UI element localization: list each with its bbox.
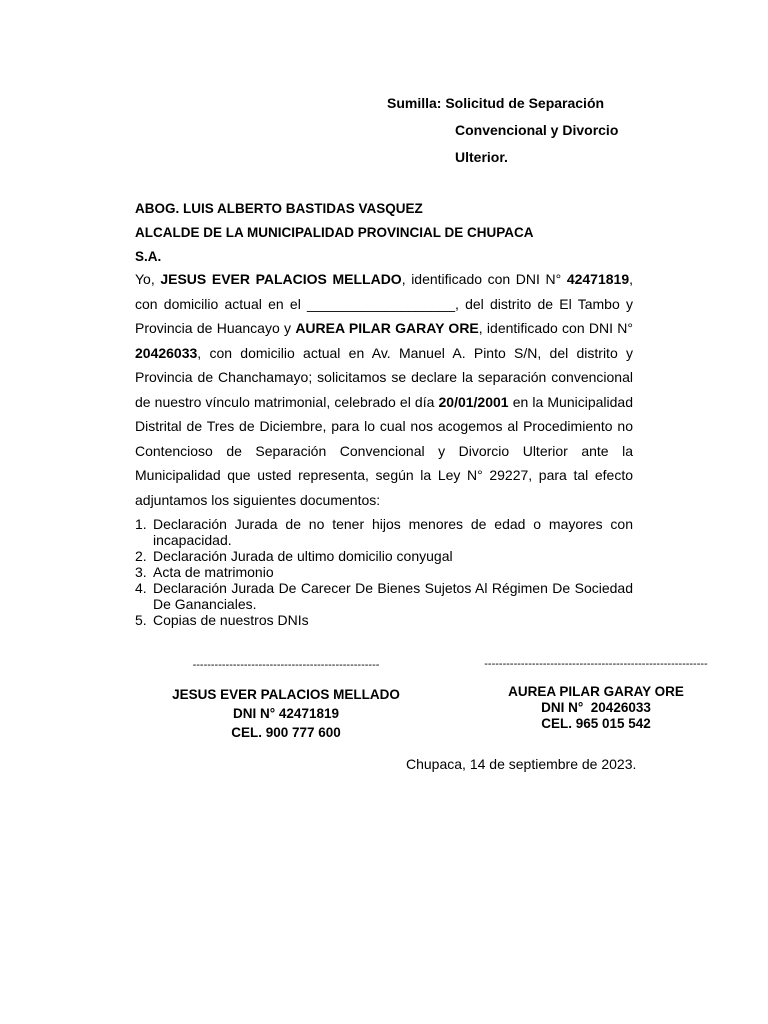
signatory-phone: CEL. 965 015 542 — [541, 716, 651, 731]
place-date: Chupaca, 14 de septiembre de 2023. — [406, 756, 637, 772]
list-item-number: 4. — [135, 580, 147, 596]
body-text-6: en la Municipalidad Distrital de Tres de Diciembre, para lo cual nos acogemos al Procedimiento no Contencioso de Separación Convencional y Divorcio Ulterior ante la Municipalidad que usted representa, según la Ley N° 29227, para tal efecto adjuntamos los siguientes documentos: — [135, 393, 633, 508]
applicant-1-name: JESUS EVER PALACIOS MELLADO — [160, 271, 402, 287]
body-text-4: , identificado con DNI N° — [478, 320, 633, 336]
signature-block-right — [465, 656, 727, 732]
documents-list — [135, 516, 633, 628]
list-item — [135, 564, 633, 580]
signatory-name: AUREA PILAR GARAY ORE — [508, 684, 684, 699]
sumilla-line-2: Convencional y Divorcio — [455, 122, 619, 138]
addressee-name: ABOG. LUIS ALBERTO BASTIDAS VASQUEZ — [135, 201, 423, 216]
signatory-name: JESUS EVER PALACIOS MELLADO — [172, 687, 400, 702]
body-text-1: Yo, — [135, 271, 161, 287]
body-text-3: , con domicilio actual en el ___________________, del distrito de El Tambo y Provincia de Huancayo y — [135, 271, 634, 336]
signatory-dni: DNI N° 20426033 — [541, 700, 651, 715]
signatory-phone: CEL. 900 777 600 — [231, 725, 341, 740]
signatory-dni: DNI N° 42471819 — [233, 706, 339, 721]
list-item-text: Declaración Jurada De Carecer De Bienes Sujetos Al Régimen De Sociedad De Gananciales. — [153, 580, 633, 612]
list-item-text: Copias de nuestros DNIs — [153, 612, 309, 628]
list-item-number: 1. — [135, 516, 147, 532]
sumilla-block — [387, 90, 618, 171]
addressee-block — [135, 197, 534, 269]
signature-line: --------------------------------------------------- — [192, 659, 380, 671]
applicant-1-dni: 42471819 — [566, 271, 630, 287]
applicant-2-dni: 20426033 — [135, 344, 198, 361]
list-item — [135, 516, 633, 548]
sumilla-line-1: Sumilla: Solicitud de Separación — [387, 95, 605, 111]
list-item-text: Acta de matrimonio — [153, 564, 274, 580]
signature-block-left — [160, 656, 412, 742]
list-item — [135, 580, 633, 612]
body-text-2: , identificado con DNI N° — [401, 271, 567, 287]
addressee-title: ALCALDE DE LA MUNICIPALIDAD PROVINCIAL DE CHUPACA — [135, 225, 534, 240]
list-item-number: 5. — [135, 612, 147, 628]
list-item-number: 2. — [135, 548, 147, 564]
body-text-5: , con domicilio actual en Av. Manuel A. Pinto S/N, del distrito y Provincia de Chanchamayo; solicitamos se declare la separación convencional de nuestro vínculo matrimonial, celebrado el día — [135, 344, 633, 410]
marriage-date: 20/01/2001 — [438, 393, 509, 410]
sumilla-line-3: Ulterior. — [455, 149, 508, 165]
list-item — [135, 612, 633, 628]
addressee-salutation: S.A. — [135, 249, 162, 264]
applicant-2-name: AUREA PILAR GARAY ORE — [295, 320, 479, 336]
list-item-text: Declaración Jurada de no tener hijos menores de edad o mayores con incapacidad. — [153, 516, 633, 548]
list-item-text: Declaración Jurada de ultimo domicilio conyugal — [153, 548, 453, 564]
request-paragraph — [135, 267, 633, 512]
list-item — [135, 548, 633, 564]
signature-line: ------------------------------------------------------------- — [484, 658, 708, 670]
list-item-number: 3. — [135, 564, 147, 580]
